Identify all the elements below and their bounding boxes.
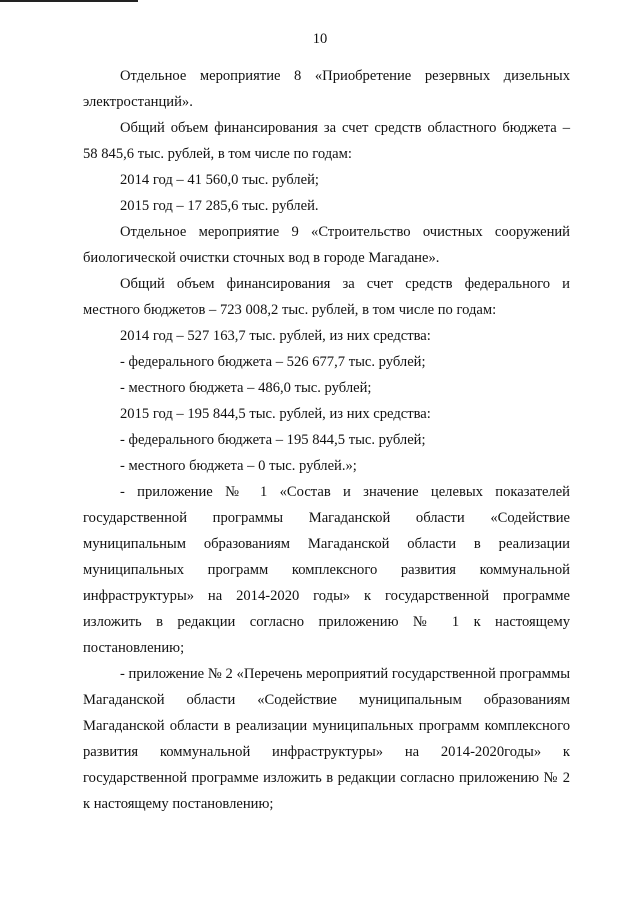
paragraph-measure-9-2014-local: - местного бюджета – 486,0 тыс. рублей; — [120, 380, 372, 396]
paragraph-measure-8-title: Отдельное мероприятие 8 «Приобретение резервных дизельных электростанций». — [83, 68, 570, 110]
paragraph-measure-9-funding: Общий объем финансирования за счет средств федерального и местного бюджетов – 723 008,2 тыс. рублей, в том числе по годам: — [83, 276, 570, 318]
paragraph-measure-9-2015: 2015 год – 195 844,5 тыс. рублей, из них средства: — [120, 406, 431, 422]
paragraph-appendix-1: - приложение № 1 «Состав и значение целевых показателей государственной программы Магаданской области «Содействие муниципальным образованиям Магаданской области в реализации муниципальных программ комплексного развития коммунальной инфраструктуры» на 2014-2020 годы» к государственной программе изложить в редакции согласно приложению № 1 к настоящему постановлению; — [83, 484, 570, 656]
paragraph-appendix-2: - приложение № 2 «Перечень мероприятий государственной программы Магаданской области «Содействие муниципальным образованиям Магаданской области в реализации муниципальных программ комплексного развития коммунальной инфраструктуры» на 2014-2020годы» к государственной программе изложить в редакции согласно приложению № 2 к настоящему постановлению; — [83, 666, 570, 812]
paragraph-measure-8-funding: Общий объем финансирования за счет средств областного бюджета – 58 845,6 тыс. рублей, в том числе по годам: — [83, 120, 570, 162]
paragraph-measure-9-2014: 2014 год – 527 163,7 тыс. рублей, из них средства: — [120, 328, 431, 344]
document-body — [83, 63, 570, 817]
paragraph-measure-8-2014: 2014 год – 41 560,0 тыс. рублей; — [120, 172, 319, 188]
paragraph-measure-9-title: Отдельное мероприятие 9 «Строительство очистных сооружений биологической очистки сточных вод в городе Магадане». — [83, 224, 570, 266]
paragraph-measure-9-2015-local: - местного бюджета – 0 тыс. рублей.»; — [120, 458, 357, 474]
paragraph-measure-9-2014-federal: - федерального бюджета – 526 677,7 тыс. рублей; — [120, 354, 426, 370]
top-rule — [0, 0, 138, 2]
paragraph-measure-8-2015: 2015 год – 17 285,6 тыс. рублей. — [120, 198, 319, 214]
page-number: 10 — [312, 31, 328, 47]
paragraph-measure-9-2015-federal: - федерального бюджета – 195 844,5 тыс. рублей; — [120, 432, 426, 448]
